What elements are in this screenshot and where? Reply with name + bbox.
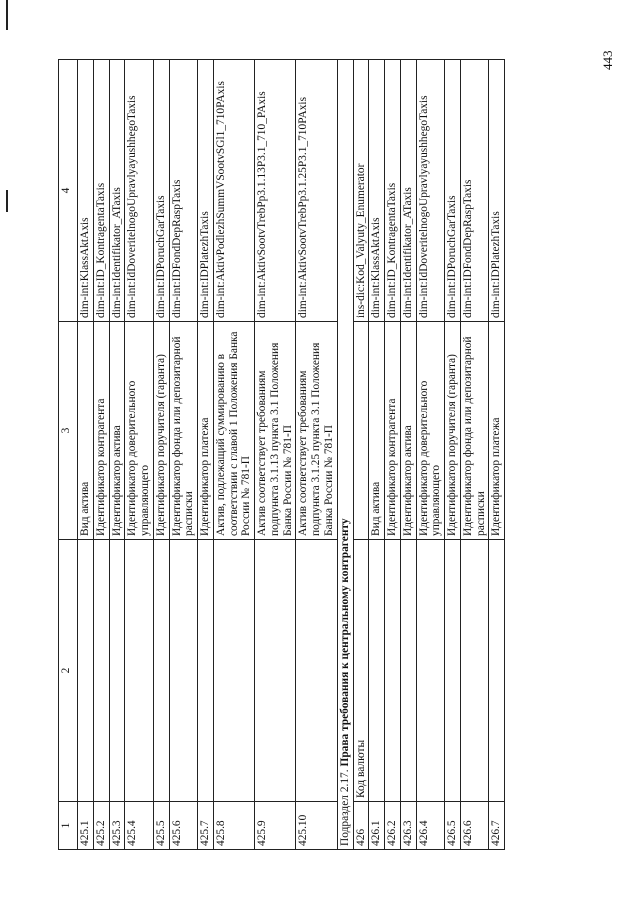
cell-description: Актив соответствует требованиям подпункта 3.1.25 пункта 3.1 Положения Банка России № 781-П — [296, 322, 337, 540]
cell-description: Идентификатор фонда или депозитарной расписки — [169, 322, 198, 540]
cell-number: 426.4 — [416, 802, 445, 850]
header-cell-4: 4 — [59, 60, 78, 322]
cell-name — [198, 540, 214, 802]
table-row — [109, 60, 125, 850]
table-row — [445, 60, 461, 850]
table-row — [460, 60, 489, 850]
section-title: Права требования к центральному контрагенту — [338, 518, 351, 767]
rotated-page-content — [58, 60, 570, 850]
section-prefix: Подраздел 2.17. — [338, 769, 351, 846]
cell-name — [400, 540, 416, 802]
cell-code: dim-int:ID_KontragentaTaxis — [93, 60, 109, 322]
cell-code: dim-int:IdDoveritelnogoUpravlyayushhegoTaxis — [416, 60, 445, 322]
header-cell-1: 1 — [59, 802, 78, 850]
cell-description: Идентификатор контрагента — [385, 322, 401, 540]
cell-name — [255, 540, 296, 802]
page-number: 443 — [600, 50, 615, 70]
cell-number: 425.6 — [169, 802, 198, 850]
table-row — [353, 60, 369, 850]
cell-number: 425.10 — [296, 802, 337, 850]
margin-mark-middle — [6, 190, 8, 212]
table-row — [369, 60, 385, 850]
cell-description: Идентификатор платежа — [198, 322, 214, 540]
cell-code: dim-int:IDPlatezhTaxis — [489, 60, 505, 322]
cell-name — [213, 540, 254, 802]
table-row — [213, 60, 254, 850]
table-row — [78, 60, 94, 850]
cell-name — [78, 540, 94, 802]
table-row — [416, 60, 445, 850]
cell-code: dim-int:KlassAktAxis — [369, 60, 385, 322]
cell-name — [369, 540, 385, 802]
cell-description: Идентификатор поручителя (гаранта) — [445, 322, 461, 540]
cell-description — [353, 322, 369, 540]
table-body-group2 — [353, 60, 505, 850]
cell-description: Идентификатор поручителя (гаранта) — [153, 322, 169, 540]
cell-code: dim-int:IDPlatezhTaxis — [198, 60, 214, 322]
cell-name: Код валюты — [353, 540, 369, 802]
cell-number: 425.8 — [213, 802, 254, 850]
table-row — [125, 60, 154, 850]
cell-description: Вид актива — [78, 322, 94, 540]
cell-description: Идентификатор доверительного управляющего — [125, 322, 154, 540]
cell-name — [169, 540, 198, 802]
cell-code: dim-int:KlassAktAxis — [78, 60, 94, 322]
header-row — [59, 60, 78, 850]
cell-number: 426.2 — [385, 802, 401, 850]
cell-code: dim-int:IdDoveritelnogoUpravlyayushhegoTaxis — [125, 60, 154, 322]
table-row — [385, 60, 401, 850]
cell-description: Идентификатор актива — [400, 322, 416, 540]
cell-number: 425.7 — [198, 802, 214, 850]
cell-code: dim-int:AktivSootvTrebPp3.1.13P3.1_710_PAxis — [255, 60, 296, 322]
cell-number: 426 — [353, 802, 369, 850]
table-row — [169, 60, 198, 850]
cell-number: 425.2 — [93, 802, 109, 850]
cell-description: Идентификатор платежа — [489, 322, 505, 540]
cell-name — [416, 540, 445, 802]
cell-name — [445, 540, 461, 802]
cell-name — [153, 540, 169, 802]
table-body-group1 — [78, 60, 338, 850]
cell-description: Идентификатор контрагента — [93, 322, 109, 540]
table-row — [198, 60, 214, 850]
section-row — [337, 60, 353, 850]
cell-code: ins-dic:Kod_Valyuty_Enumerator — [353, 60, 369, 322]
cell-code: dim-int:AktivSootvTrebPp3.1.25P3.1_710PAxis — [296, 60, 337, 322]
cell-number: 425.3 — [109, 802, 125, 850]
table-row — [93, 60, 109, 850]
cell-code: dim-int:IDPoruchGarTaxis — [445, 60, 461, 322]
cell-name — [125, 540, 154, 802]
cell-description: Идентификатор фонда или депозитарной расписки — [460, 322, 489, 540]
margin-mark-top — [6, 0, 8, 30]
cell-description: Вид актива — [369, 322, 385, 540]
cell-code: dim-int:IDFondDepRaspTaxis — [460, 60, 489, 322]
cell-number: 425.9 — [255, 802, 296, 850]
table-row — [400, 60, 416, 850]
data-table — [58, 59, 505, 850]
cell-name — [93, 540, 109, 802]
cell-description: Идентификатор доверительного управляющего — [416, 322, 445, 540]
cell-number: 426.6 — [460, 802, 489, 850]
cell-code: dim-int:Identifikator_ATaxis — [109, 60, 125, 322]
cell-description: Идентификатор актива — [109, 322, 125, 540]
table-row — [296, 60, 337, 850]
cell-code: dim-int:AktivPodlezhSummVSootvSGl1_710PAxis — [213, 60, 254, 322]
cell-name — [296, 540, 337, 802]
cell-description: Актив, подлежащий суммированию в соответствии с главой 1 Положения Банка России № 781-П — [213, 322, 254, 540]
cell-number: 425.4 — [125, 802, 154, 850]
cell-number: 426.7 — [489, 802, 505, 850]
cell-code: dim-int:Identifikator_ATaxis — [400, 60, 416, 322]
table-row — [255, 60, 296, 850]
section-heading — [337, 60, 353, 850]
cell-name — [460, 540, 489, 802]
header-cell-3: 3 — [59, 322, 78, 540]
cell-name — [489, 540, 505, 802]
cell-number: 425.5 — [153, 802, 169, 850]
table-row — [489, 60, 505, 850]
table-row — [153, 60, 169, 850]
cell-description: Актив соответствует требованиям подпункта 3.1.13 пункта 3.1 Положения Банка России № 781-П — [255, 322, 296, 540]
cell-code: dim-int:IDPoruchGarTaxis — [153, 60, 169, 322]
cell-number: 425.1 — [78, 802, 94, 850]
cell-number: 426.1 — [369, 802, 385, 850]
cell-name — [109, 540, 125, 802]
cell-number: 426.5 — [445, 802, 461, 850]
cell-code: dim-int:IDFondDepRaspTaxis — [169, 60, 198, 322]
cell-name — [385, 540, 401, 802]
cell-code: dim-int:ID_KontragentaTaxis — [385, 60, 401, 322]
cell-number: 426.3 — [400, 802, 416, 850]
header-cell-2: 2 — [59, 540, 78, 802]
